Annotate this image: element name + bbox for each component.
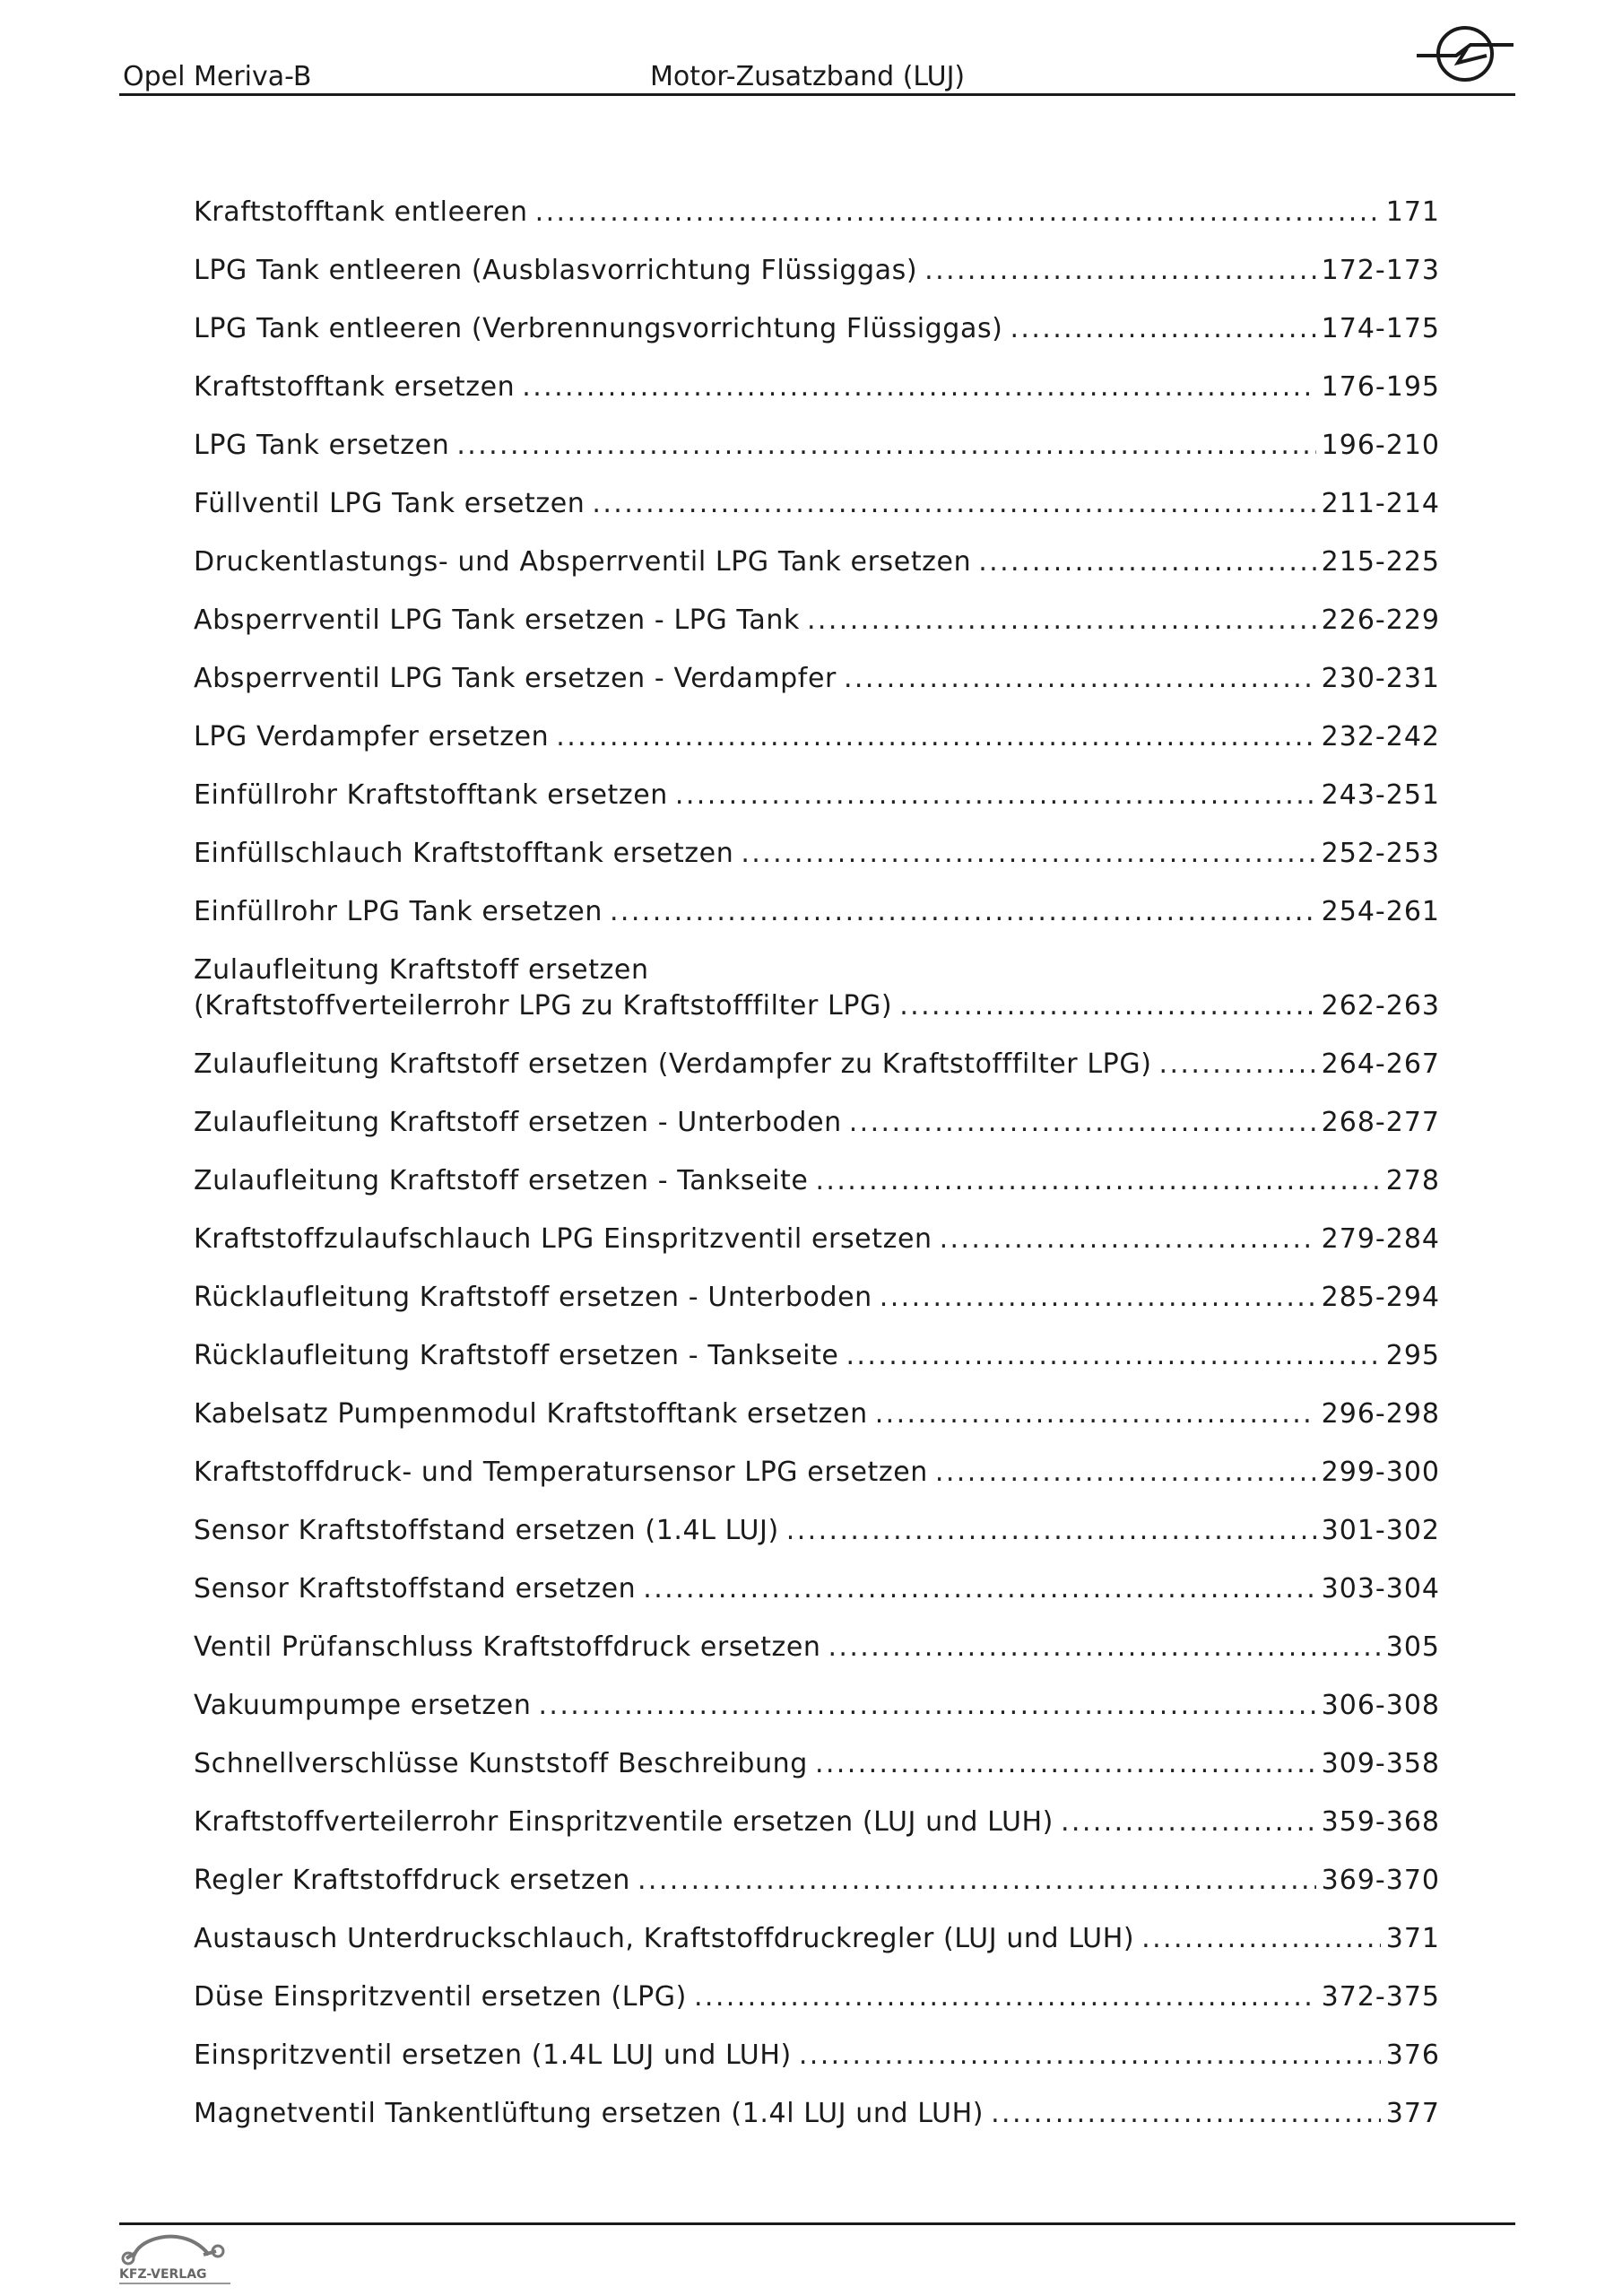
toc-entry-pages: 172-173	[1321, 255, 1440, 286]
toc-leader-dots	[815, 1163, 1380, 1199]
toc-entry-title: LPG Verdampfer ersetzen	[194, 721, 550, 752]
toc-entry[interactable]	[194, 475, 1440, 534]
toc-entry-title: Zulaufleitung Kraftstoff ersetzen	[194, 954, 649, 986]
toc-entry[interactable]	[194, 1327, 1440, 1386]
toc-leader-dots	[844, 661, 1316, 697]
toc-entry[interactable]	[194, 1152, 1440, 1211]
toc-entry-title: Kraftstofftank ersetzen	[194, 371, 516, 403]
toc-entry-pages: 262-263	[1321, 990, 1440, 1022]
toc-entry[interactable]	[194, 534, 1440, 592]
toc-entry-pages: 306-308	[1321, 1690, 1440, 1721]
toc-leader-dots	[1061, 1805, 1316, 1840]
toc-leader-dots	[899, 988, 1315, 1024]
toc-entry-pages: 303-304	[1321, 1573, 1440, 1605]
toc-entry-pages: 377	[1385, 2098, 1440, 2129]
toc-entry-title: LPG Tank entleeren (Verbrennungsvorrichtung Flüssiggas)	[194, 313, 1003, 344]
toc-entry-pages: 196-210	[1321, 430, 1440, 461]
toc-leader-dots	[535, 195, 1381, 230]
toc-entry-title: Kraftstoffverteilerrohr Einspritzventile ersetzen (LUJ und LUH)	[194, 1806, 1054, 1838]
toc-entry[interactable]	[194, 300, 1440, 359]
toc-leader-dots	[991, 2096, 1381, 2132]
header-center-title: Motor-Zusatzband (LUJ)	[650, 61, 966, 92]
toc-entry-title: Regler Kraftstoffdruck ersetzen	[194, 1865, 630, 1896]
toc-entry[interactable]	[194, 650, 1440, 709]
toc-entry-pages: 211-214	[1321, 488, 1440, 519]
toc-leader-dots	[849, 1105, 1316, 1141]
toc-leader-dots	[592, 486, 1315, 522]
toc-leader-dots	[1159, 1047, 1316, 1083]
toc-entry-title: Kraftstoffdruck- und Temperatursensor LPG ersetzen	[194, 1457, 928, 1488]
toc-leader-dots	[807, 603, 1316, 639]
toc-entry[interactable]	[194, 1561, 1440, 1619]
toc-leader-dots	[880, 1280, 1316, 1316]
toc-entry-pages: 226-229	[1321, 604, 1440, 636]
toc-entry-pages: 296-298	[1321, 1398, 1440, 1430]
toc-entry-pages: 285-294	[1321, 1282, 1440, 1313]
toc-entry-title: Absperrventil LPG Tank ersetzen - Verdampfer	[194, 663, 837, 694]
toc-entry[interactable]	[194, 1269, 1440, 1327]
toc-entry-title: Einfüllschlauch Kraftstofftank ersetzen	[194, 838, 734, 869]
toc-entry-title: Zulaufleitung Kraftstoff ersetzen - Unterboden	[194, 1107, 842, 1138]
toc-entry[interactable]	[194, 592, 1440, 650]
opel-blitz-logo-icon	[1415, 22, 1515, 84]
toc-entry-pages: 371	[1385, 1923, 1440, 1954]
toc-entry[interactable]	[194, 417, 1440, 475]
toc-entry-title: Rücklaufleitung Kraftstoff ersetzen - Unterboden	[194, 1282, 872, 1313]
toc-entry[interactable]	[194, 1619, 1440, 1677]
toc-entry[interactable]	[194, 767, 1440, 825]
footer-rule	[119, 2222, 1515, 2225]
toc-entry-title: Einspritzventil ersetzen (1.4L LUJ und LUH)	[194, 2039, 792, 2071]
toc-entry[interactable]	[194, 709, 1440, 767]
toc-entry-pages: 301-302	[1321, 1515, 1440, 1546]
toc-leader-dots	[610, 894, 1316, 930]
page-header	[119, 52, 1515, 95]
toc-entry-title: Zulaufleitung Kraftstoff ersetzen (Verdampfer zu Kraftstofffilter LPG)	[194, 1048, 1152, 1080]
toc-leader-dots	[694, 1979, 1316, 2015]
toc-entry-title: Austausch Unterdruckschlauch, Kraftstoffdruckregler (LUJ und LUH)	[194, 1923, 1135, 1954]
toc-leader-dots	[940, 1222, 1316, 1257]
toc-entry-title: Vakuumpumpe ersetzen	[194, 1690, 532, 1721]
wrench-car-logo-icon	[114, 2228, 235, 2289]
toc-entry[interactable]	[194, 1444, 1440, 1502]
toc-entry-title: Kabelsatz Pumpenmodul Kraftstofftank ersetzen	[194, 1398, 868, 1430]
toc-entry-pages: 252-253	[1321, 838, 1440, 869]
toc-entry-title: Rücklaufleitung Kraftstoff ersetzen - Tankseite	[194, 1340, 839, 1371]
toc-entry-title: Magnetventil Tankentlüftung ersetzen (1.4l LUJ und LUH)	[194, 2098, 984, 2129]
toc-entry-pages: 254-261	[1321, 896, 1440, 927]
toc-entry[interactable]	[194, 242, 1440, 300]
toc-entry-pages: 243-251	[1321, 779, 1440, 811]
toc-leader-dots	[638, 1863, 1316, 1899]
toc-entry-pages: 295	[1385, 1340, 1440, 1371]
toc-entry[interactable]	[194, 1094, 1440, 1152]
toc-leader-dots	[875, 1396, 1316, 1432]
toc-leader-dots	[978, 544, 1315, 580]
toc-entry-title: Zulaufleitung Kraftstoff ersetzen - Tankseite	[194, 1165, 809, 1196]
header-rule	[119, 93, 1515, 96]
toc-leader-dots	[643, 1571, 1315, 1607]
toc-leader-dots	[846, 1338, 1381, 1374]
toc-leader-dots	[456, 428, 1315, 464]
toc-entry-pages: 309-358	[1321, 1748, 1440, 1779]
toc-entry-title: Düse Einspritzventil ersetzen (LPG)	[194, 1981, 687, 2013]
toc-entry-pages: 232-242	[1321, 721, 1440, 752]
toc-entry[interactable]	[194, 184, 1440, 242]
toc-leader-dots	[556, 719, 1315, 755]
toc-entry[interactable]	[194, 1502, 1440, 1561]
toc-entry-title: Sensor Kraftstoffstand ersetzen	[194, 1573, 637, 1605]
toc-entry[interactable]	[194, 1677, 1440, 1735]
toc-entry-title: LPG Tank entleeren (Ausblasvorrichtung Flüssiggas)	[194, 255, 918, 286]
toc-leader-dots	[675, 778, 1316, 813]
toc-entry-pages: 278	[1385, 1165, 1440, 1196]
toc-entry[interactable]	[194, 1211, 1440, 1269]
toc-entry[interactable]	[194, 1386, 1440, 1444]
footer-logo-text: KFZ-VERLAG	[119, 2267, 207, 2282]
toc-entry-pages: 279-284	[1321, 1223, 1440, 1255]
toc-entry-pages: 171	[1385, 196, 1440, 228]
toc-entry[interactable]	[194, 1036, 1440, 1094]
toc-entry[interactable]	[194, 1735, 1440, 1794]
toc-entry-pages: 299-300	[1321, 1457, 1440, 1488]
toc-entry-pages: 230-231	[1321, 663, 1440, 694]
toc-leader-dots	[815, 1746, 1316, 1782]
toc-entry[interactable]	[194, 942, 1440, 1036]
toc-entry-pages: 359-368	[1321, 1806, 1440, 1838]
toc-entry-title: Einfüllrohr Kraftstofftank ersetzen	[194, 779, 668, 811]
toc-entry-title: Druckentlastungs- und Absperrventil LPG Tank ersetzen	[194, 546, 972, 578]
toc-entry[interactable]	[194, 2085, 1440, 2144]
toc-entry[interactable]	[194, 1910, 1440, 1969]
toc-entry[interactable]	[194, 1852, 1440, 1910]
toc-entry-title: LPG Tank ersetzen	[194, 430, 450, 461]
toc-leader-dots	[828, 1630, 1381, 1665]
toc-entry-pages: 176-195	[1321, 371, 1440, 403]
toc-leader-dots	[522, 370, 1315, 405]
toc-entry-title: Ventil Prüfanschluss Kraftstoffdruck ersetzen	[194, 1631, 821, 1663]
toc-leader-dots	[538, 1688, 1315, 1724]
toc-leader-dots	[786, 1513, 1316, 1549]
toc-entry-pages: 376	[1385, 2039, 1440, 2071]
toc-entry-pages: 372-375	[1321, 1981, 1440, 2013]
toc-entry[interactable]	[194, 825, 1440, 883]
toc-leader-dots	[935, 1455, 1316, 1491]
toc-entry-title: Kraftstofftank entleeren	[194, 196, 528, 228]
toc-leader-dots	[741, 836, 1315, 872]
toc-entry-pages: 264-267	[1321, 1048, 1440, 1080]
toc-entry[interactable]	[194, 359, 1440, 417]
toc-entry-pages: 215-225	[1321, 546, 1440, 578]
toc-entry-title: Sensor Kraftstoffstand ersetzen (1.4L LUJ)	[194, 1515, 779, 1546]
toc-entry[interactable]	[194, 1969, 1440, 2027]
toc-entry-title-line2: (Kraftstoffverteilerrohr LPG zu Kraftstofffilter LPG)	[194, 990, 893, 1022]
toc-entry[interactable]	[194, 2027, 1440, 2085]
toc-leader-dots	[1141, 1921, 1381, 1957]
header-left-title: Opel Meriva-B	[123, 61, 312, 92]
toc-leader-dots	[924, 253, 1315, 289]
toc-entry-pages: 369-370	[1321, 1865, 1440, 1896]
toc-leader-dots	[799, 2038, 1381, 2074]
toc-entry-title: Füllventil LPG Tank ersetzen	[194, 488, 585, 519]
toc-entry[interactable]	[194, 1794, 1440, 1852]
toc-entry-title: Einfüllrohr LPG Tank ersetzen	[194, 896, 603, 927]
toc-entry-title: Kraftstoffzulaufschlauch LPG Einspritzventil ersetzen	[194, 1223, 932, 1255]
toc-entry-pages: 268-277	[1321, 1107, 1440, 1138]
toc-entry-pages: 305	[1385, 1631, 1440, 1663]
toc-leader-dots	[1010, 311, 1315, 347]
toc-entry-title: Absperrventil LPG Tank ersetzen - LPG Tank	[194, 604, 800, 636]
toc-entry-title: Schnellverschlüsse Kunststoff Beschreibung	[194, 1748, 808, 1779]
table-of-contents	[194, 184, 1440, 2144]
toc-entry-pages: 174-175	[1321, 313, 1440, 344]
toc-entry[interactable]	[194, 883, 1440, 942]
